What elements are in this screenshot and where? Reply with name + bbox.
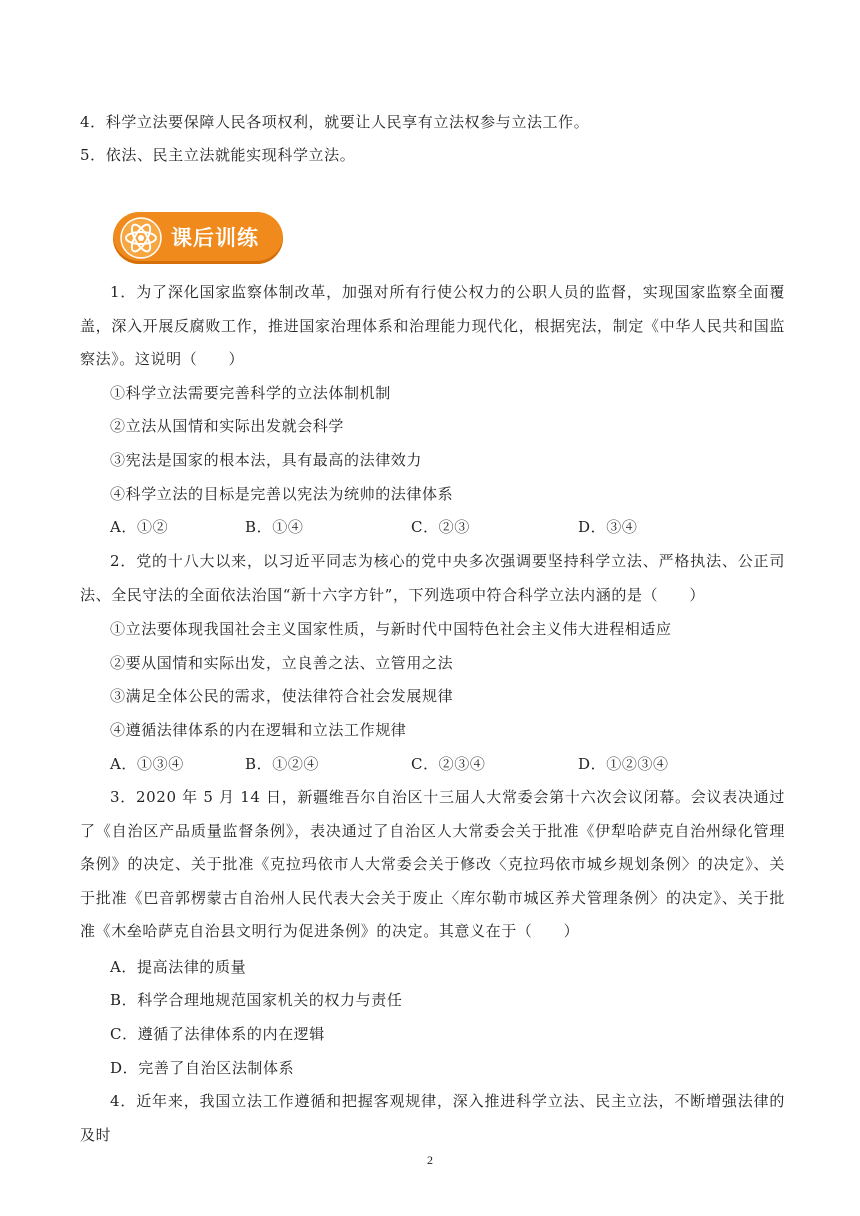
atom-icon [119, 216, 163, 260]
prev-statement-5: 5．依法、民主立法就能实现科学立法。 [80, 146, 356, 164]
q1-statement-4: ④科学立法的目标是完善以宪法为统帅的法律体系 [110, 485, 454, 503]
q2-statement-3: ③满足全体公民的需求，使法律符合社会发展规律 [110, 687, 454, 705]
q2-statement-4: ④遵循法律体系的内在逻辑和立法工作规律 [110, 721, 407, 739]
question-2-stem: 2．党的十八大以来，以习近平同志为核心的党中央多次强调要坚持科学立法、严格执法、公正司法、全民守法的全面依法治国“新十六字方针”，下列选项中符合科学立法内涵的是（ ） [80, 552, 785, 604]
q3-option-b: B．科学合理地规范国家机关的权力与责任 [110, 991, 403, 1009]
question-4-stem: 4．近年来，我国立法工作遵循和把握客观规律，深入推进科学立法、民主立法，不断增强法律的及时 [80, 1092, 785, 1144]
q2-statement-2: ②要从国情和实际出发，立良善之法、立管用之法 [110, 654, 454, 672]
question-3-stem: 3．2020 年 5 月 14 日，新疆维吾尔自治区十三届人大常委会第十六次会议闭幕。会议表决通过了《自治区产品质量监督条例》，表决通过了自治区人大常委会关于批准《伊犁哈萨克自治州绿化管理条例》的决定、关于批准《克拉玛依市人大常委会关于修改〈克拉玛依市城乡规划条例〉的决定》、关于批准《巴音郭楞蒙古自治州人民代表大会关于废止〈库尔勒市城区养犬管理条例〉的决定》、关于批准《木垒哈萨克自治县文明行为促进条例》的决定。其意义在于（ ） [80, 788, 785, 940]
q3-option-d: D．完善了自治区法制体系 [110, 1059, 295, 1077]
prev-statement-4: 4．科学立法要保障人民各项权利，就要让人民享有立法权参与立法工作。 [80, 113, 590, 131]
q1-statement-3: ③宪法是国家的根本法，具有最高的法律效力 [110, 451, 423, 469]
q2-option-b: B．①②④ [245, 755, 320, 773]
question-1-stem: 1．为了深化国家监察体制改革，加强对所有行使公权力的公职人员的监督，实现国家监察全面覆盖，深入开展反腐败工作，推进国家治理体系和治理能力现代化，根据宪法，制定《中华人民共和国监察法》。这说明（ ） [80, 283, 785, 368]
q2-option-d: D．①②③④ [578, 755, 669, 773]
q3-option-a: A．提高法律的质量 [110, 958, 247, 976]
page-number: 2 [427, 1153, 433, 1167]
q2-option-a: A．①③④ [110, 755, 184, 773]
q1-option-c: C．②③ [411, 518, 470, 536]
q2-statement-1: ①立法要体现我国社会主义国家性质，与新时代中国特色社会主义伟大进程相适应 [110, 620, 672, 638]
q1-option-b: B．①④ [245, 518, 304, 536]
q1-statement-1: ①科学立法需要完善科学的立法体制机制 [110, 384, 391, 402]
q2-option-c: C．②③④ [411, 755, 486, 773]
section-badge [113, 212, 283, 264]
q1-option-a: A．①② [110, 518, 169, 536]
q3-option-c: C．遵循了法律体系的内在逻辑 [110, 1025, 325, 1043]
q1-option-d: D．③④ [578, 518, 638, 536]
q1-statement-2: ②立法从国情和实际出发就会科学 [110, 417, 345, 435]
section-title: 课后训练 [171, 226, 259, 250]
